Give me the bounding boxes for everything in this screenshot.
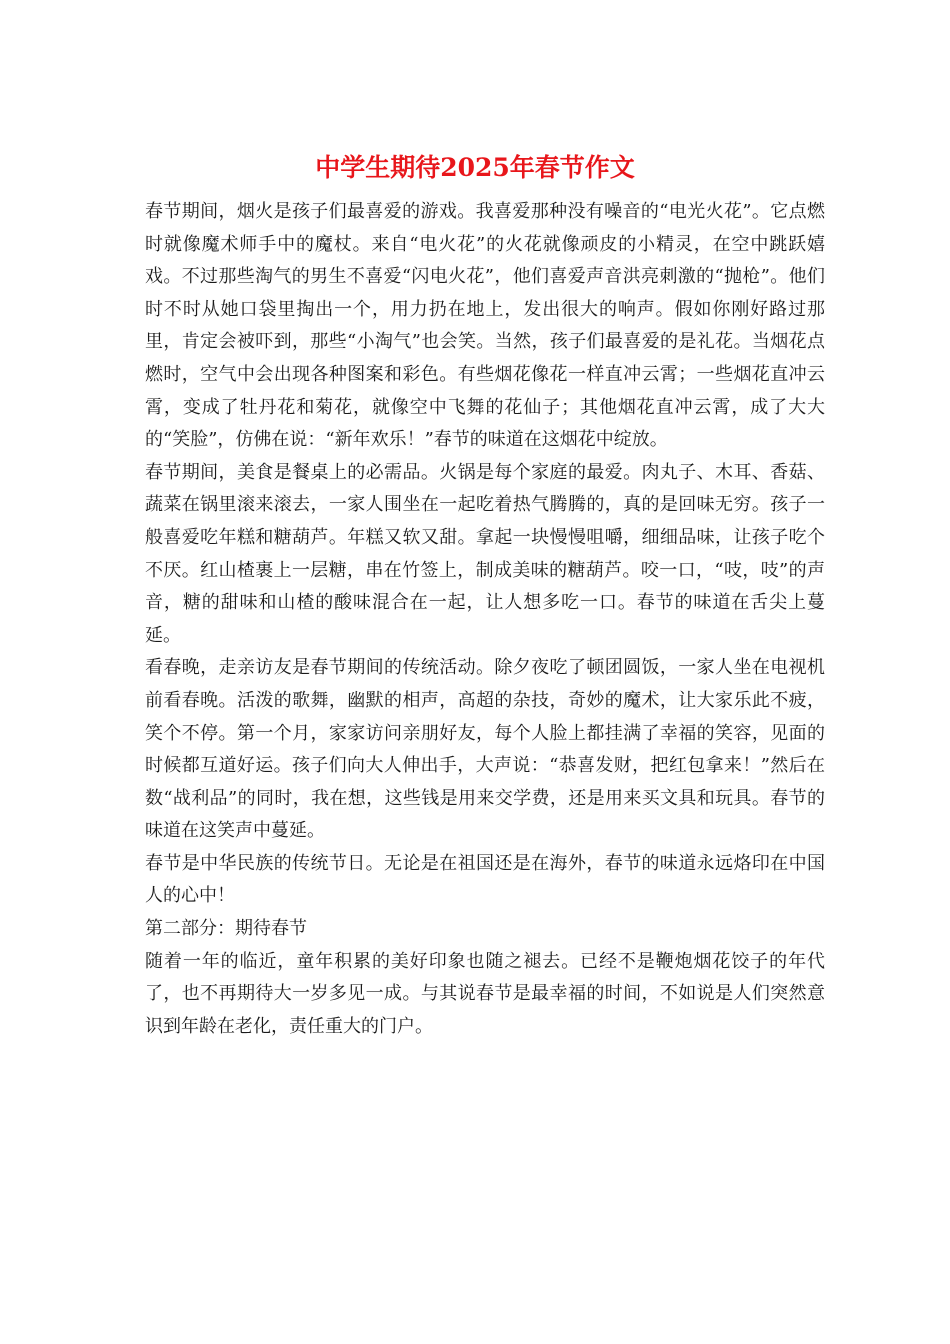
document-body: [145, 196, 825, 1043]
section-heading-part-two: 第二部分：期待春节: [145, 918, 307, 940]
paragraph-gala-visits: 看春晚，走亲访友是春节期间的传统活动。除夕夜吃了顿团圆饭，一家人坐在电视机前看春晚。活泼的歌舞，幽默的相声，高超的杂技，奇妙的魔术，让大家乐此不疲，笑个不停。第一个月，家家访问亲朋好友，每个人脸上都挂满了幸福的笑容，见面的时候都互道好运。孩子们向大人伸出手，大声说：“恭喜发财，把红包拿来！”然后在数“战利品”的同时，我在想，这些钱是用来交学费，还是用来买文具和玩具。春节的味道在这笑声中蔓延。: [145, 657, 825, 842]
document-title: 中学生期待2025年春节作文: [315, 153, 635, 182]
paragraph-tradition: 春节是中华民族的传统节日。无论是在祖国还是在海外，春节的味道永远烙印在中国人的心中！: [145, 852, 825, 907]
paragraph-anticipation: 随着一年的临近，童年积累的美好印象也随之褪去。已经不是鞭炮烟花饺子的年代了，也不再期待大一岁多见一成。与其说春节是最幸福的时间，不如说是人们突然意识到年龄在老化，责任重大的门户。: [145, 950, 825, 1037]
paragraph-food: 春节期间，美食是餐桌上的必需品。火锅是每个家庭的最爱。肉丸子、木耳、香菇、蔬菜在锅里滚来滚去，一家人围坐在一起吃着热气腾腾的，真的是回味无穷。孩子一般喜爱吃年糕和糖葫芦。年糕又软又甜。拿起一块慢慢咀嚼，细细品味，让孩子吃个不厌。红山楂裹上一层糖，串在竹签上，制成美味的糖葫芦。咬一口，“吱，吱”的声音，糖的甜味和山楂的酸味混合在一起，让人想多吃一口。春节的味道在舌尖上蔓延。: [145, 461, 825, 646]
paragraph-fireworks: 春节期间，烟火是孩子们最喜爱的游戏。我喜爱那种没有噪音的“电光火花”。它点燃时就像魔术师手中的魔杖。来自“电火花”的火花就像顽皮的小精灵，在空中跳跃嬉戏。不过那些淘气的男生不喜爱“闪电火花”，他们喜爱声音洪亮刺激的“抛枪”。他们时不时从她口袋里掏出一个，用力扔在地上，发出很大的响声。假如你刚好路过那里，肯定会被吓到，那些“小淘气”也会笑。当然，孩子们最喜爱的是礼花。当烟花点燃时，空气中会出现各种图案和彩色。有些烟花像花一样直冲云霄；一些烟花直冲云霄，变成了牡丹花和菊花，就像空中飞舞的花仙子；其他烟花直冲云霄，成了大大的“笑脸”，仿佛在说：“新年欢乐！”春节的味道在这烟花中绽放。: [145, 201, 825, 451]
